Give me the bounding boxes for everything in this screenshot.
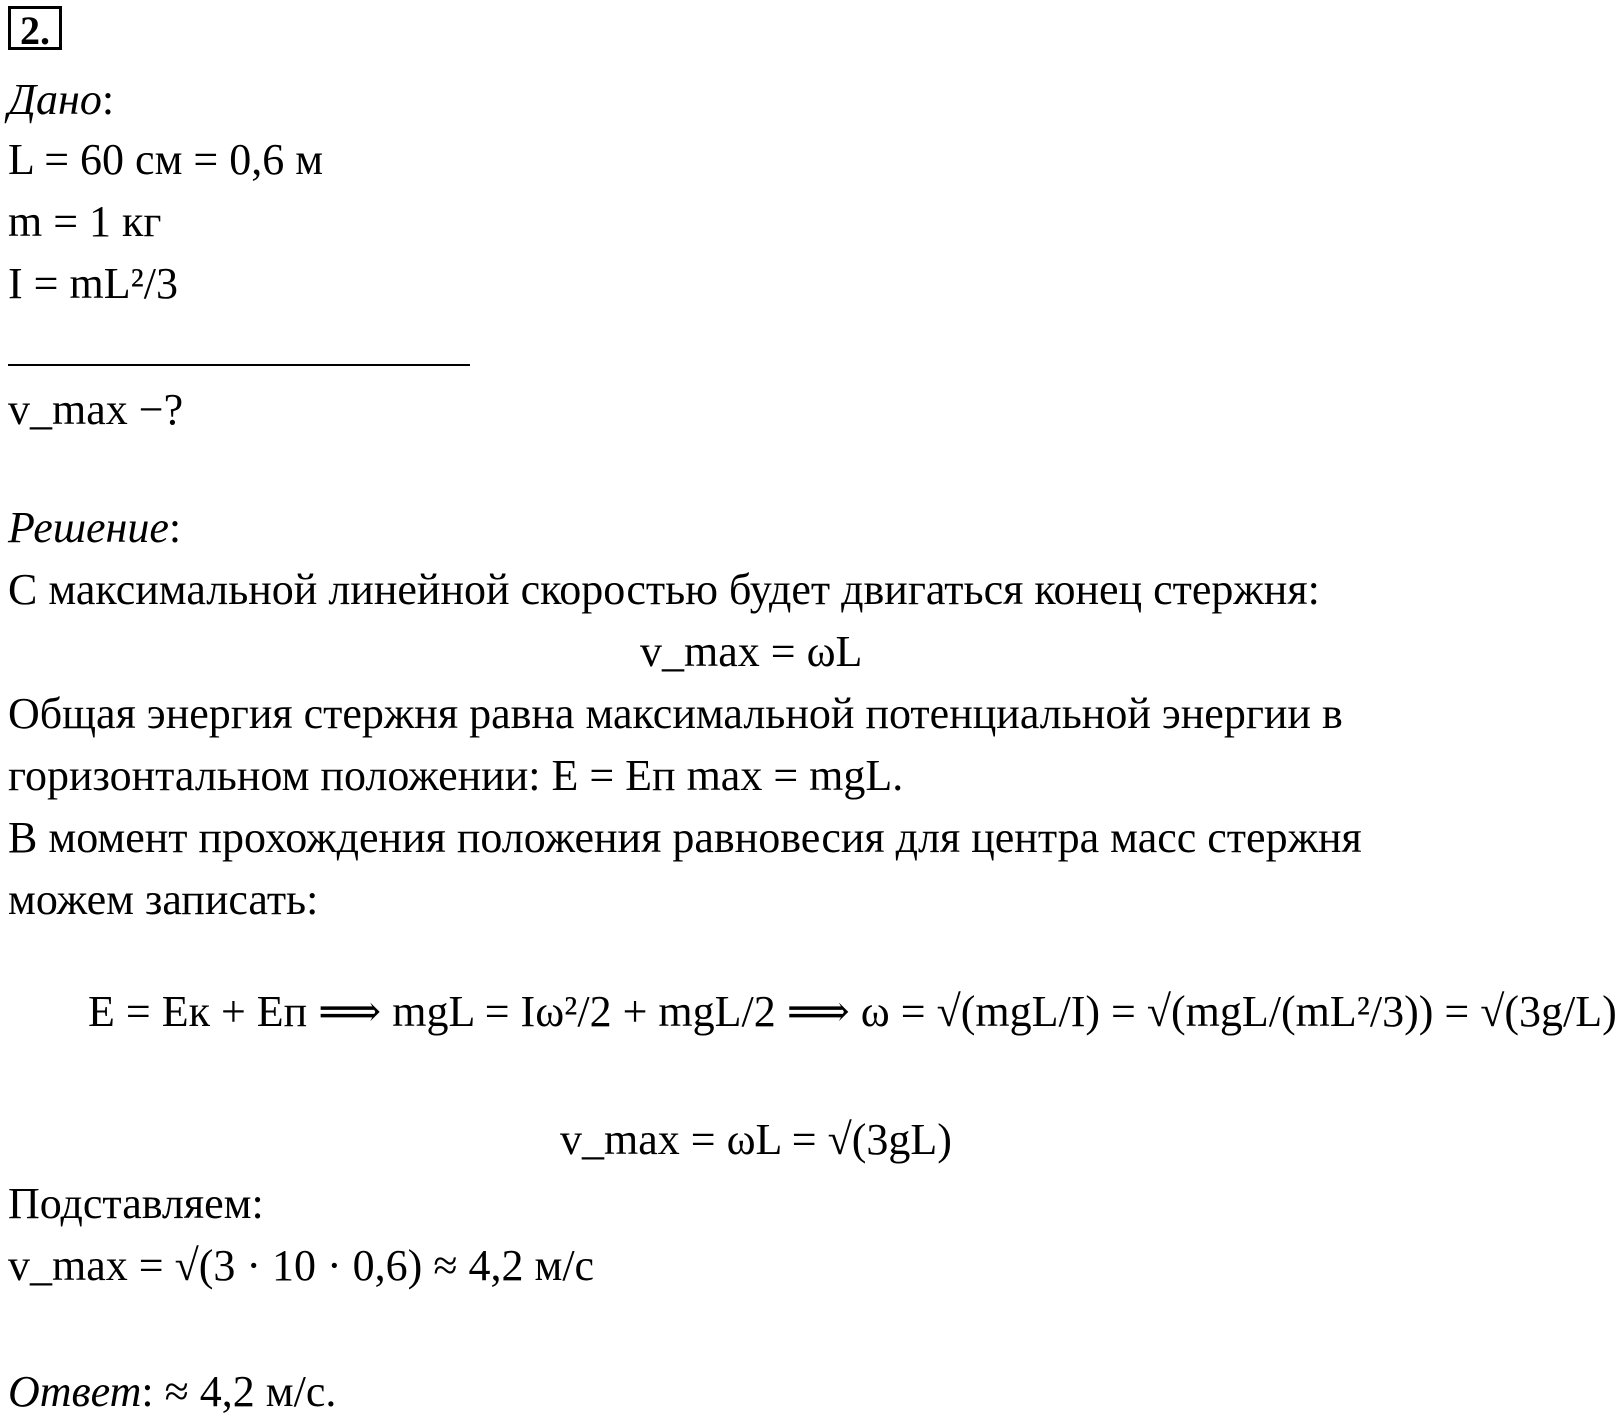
substitute-label: Подставляем: — [8, 1179, 264, 1228]
problem-number: 2. — [8, 6, 62, 50]
answer-line: Ответ: ≈ 4,2 м/с. — [8, 1367, 337, 1416]
equation-vmax: v_max = ωL — [640, 627, 863, 676]
given-length: L = 60 см = 0,6 м — [8, 135, 324, 184]
answer-value: ≈ 4,2 м/с. — [164, 1367, 337, 1416]
solution-paragraph-2-line2 — [8, 751, 904, 800]
solution-paragraph-1: С максимальной линейной скоростью будет двигаться конец стержня: — [8, 565, 1320, 614]
answer-label: Ответ — [8, 1367, 142, 1416]
solution-heading: Решение — [8, 503, 169, 552]
equation-energy-omega: E = Eк + Eп ⟹ mgL = Iω²/2 + mgL/2 ⟹ ω = √(mgL/I) = √(mgL/(mL²/3)) = √(3g/L) — [88, 987, 1617, 1036]
given-heading-line: Дано: — [8, 75, 115, 124]
solution-paragraph-3-line1: В момент прохождения положения равновесия для центра масс стержня — [8, 813, 1362, 862]
solution-heading-line: Решение: — [8, 503, 182, 552]
equation-substitution: v_max = √(3 · 10 · 0,6) ≈ 4,2 м/с — [8, 1241, 595, 1290]
given-inertia: I = mL²/3 — [8, 259, 178, 308]
given-divider — [8, 364, 470, 366]
energy-formula: E = Eп max = mgL. — [551, 751, 904, 800]
paragraph-2-text: горизонтальном положении: — [8, 751, 552, 800]
solution-paragraph-3-line2: можем записать: — [8, 875, 319, 924]
solution-paragraph-2-line1: Общая энергия стержня равна максимальной потенциальной энергии в — [8, 689, 1343, 738]
given-mass: m = 1 кг — [8, 197, 162, 246]
equation-vmax-result: v_max = ωL = √(3gL) — [560, 1115, 952, 1164]
find-line: v_max −? — [8, 385, 184, 434]
given-heading: Дано — [8, 75, 102, 124]
